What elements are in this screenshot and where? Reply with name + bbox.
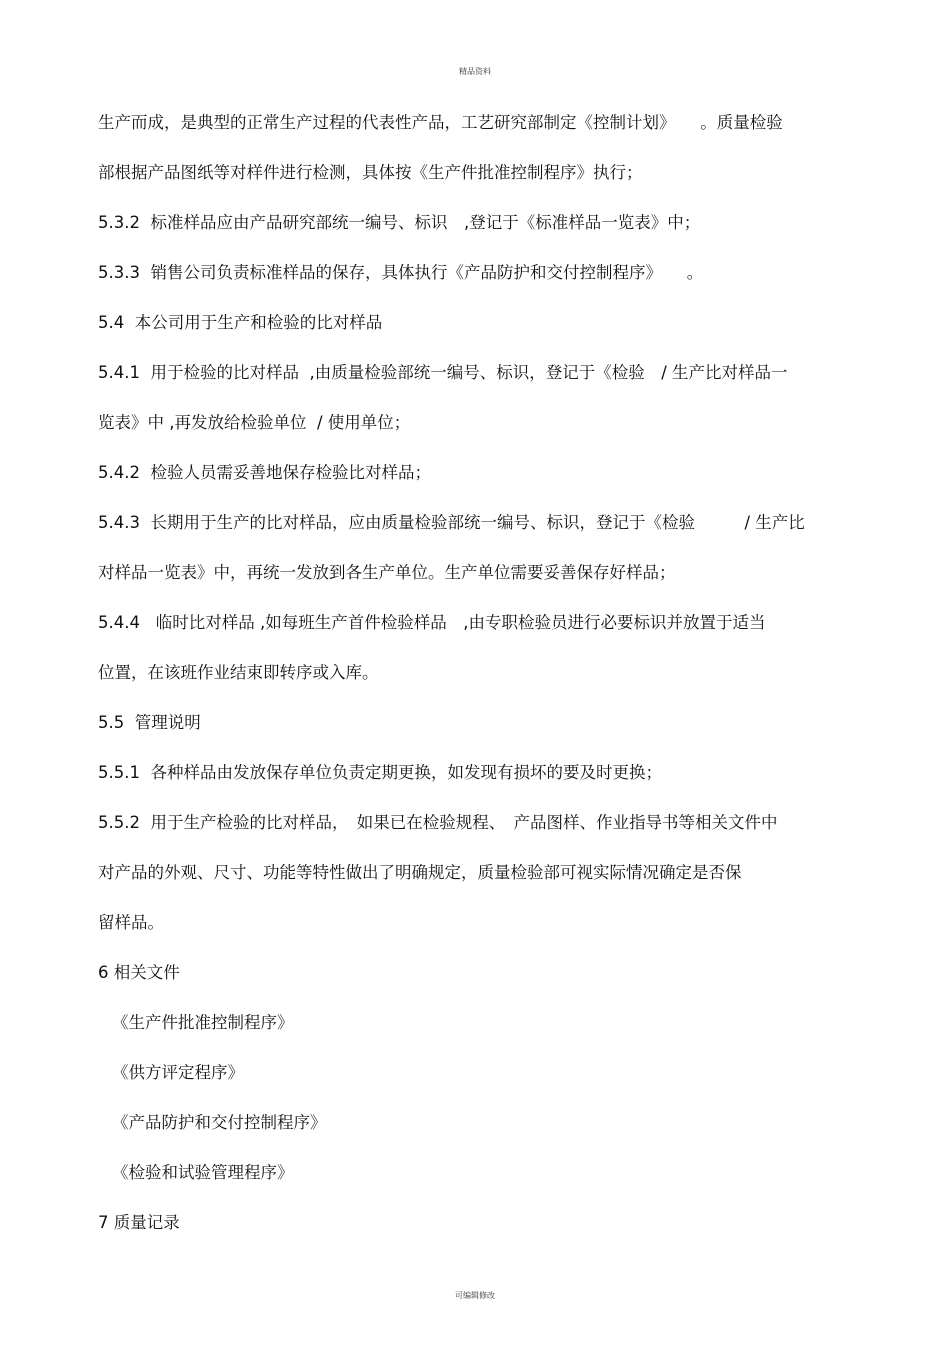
section-5-3-2: 5.3.2 标准样品应由产品研究部统一编号、标识 ,登记于《标准样品一览表》中； [98, 213, 701, 232]
paragraph-line: 留样品。 [98, 913, 164, 932]
section-5-5-heading: 5.5 管理说明 [98, 713, 201, 732]
section-5-4-4: 5.4.4 临时比对样品 ,如每班生产首件检验样品 ,由专职检验员进行必要标识并放置于适当 [98, 613, 766, 632]
section-5-5-2: 5.5.2 用于生产检验的比对样品， 如果已在检验规程、 产品图样、作业指导书等相关文件中 [98, 813, 778, 832]
section-5-4-2: 5.4.2 检验人员需妥善地保存检验比对样品； [98, 463, 431, 482]
section-6-heading: 6 相关文件 [98, 963, 180, 982]
section-5-5-1: 5.5.1 各种样品由发放保存单位负责定期更换，如发现有损坏的要及时更换； [98, 763, 662, 782]
related-doc-item: 《供方评定程序》 [112, 1063, 244, 1082]
paragraph-line: 对产品的外观、尺寸、功能等特性做出了明确规定，质量检验部可视实际情况确定是否保 [98, 863, 742, 882]
section-5-3-3: 5.3.3 销售公司负责标准样品的保存，具体执行《产品防护和交付控制程序》 。 [98, 263, 704, 282]
section-5-4-1: 5.4.1 用于检验的比对样品 ,由质量检验部统一编号、标识，登记于《检验 / 生产比对样品一 [98, 363, 788, 382]
paragraph-line: 生产而成，是典型的正常生产过程的代表性产品，工艺研究部制定《控制计划》 。质量检验 [98, 113, 783, 132]
paragraph-line: 位置，在该班作业结束即转序或入库。 [98, 663, 379, 682]
section-5-4-heading: 5.4 本公司用于生产和检验的比对样品 [98, 313, 383, 332]
section-5-4-3: 5.4.3 长期用于生产的比对样品，应由质量检验部统一编号、标识，登记于《检验 / 生产比 [98, 513, 805, 532]
paragraph-line: 览表》中 ,再发放给检验单位 / 使用单位； [98, 413, 411, 432]
section-7-heading: 7 质量记录 [98, 1213, 180, 1232]
paragraph-line: 部根据产品图纸等对样件进行检测，具体按《生产件批准控制程序》执行； [98, 163, 643, 182]
related-doc-item: 《生产件批准控制程序》 [112, 1013, 294, 1032]
related-doc-item: 《检验和试验管理程序》 [112, 1163, 294, 1182]
page-footer: 可编辑修改 [455, 1291, 495, 1300]
paragraph-line: 对样品一览表》中，再统一发放到各生产单位。生产单位需要妥善保存好样品； [98, 563, 676, 582]
related-doc-item: 《产品防护和交付控制程序》 [112, 1113, 327, 1132]
page-header: 精品资料 [459, 67, 491, 76]
